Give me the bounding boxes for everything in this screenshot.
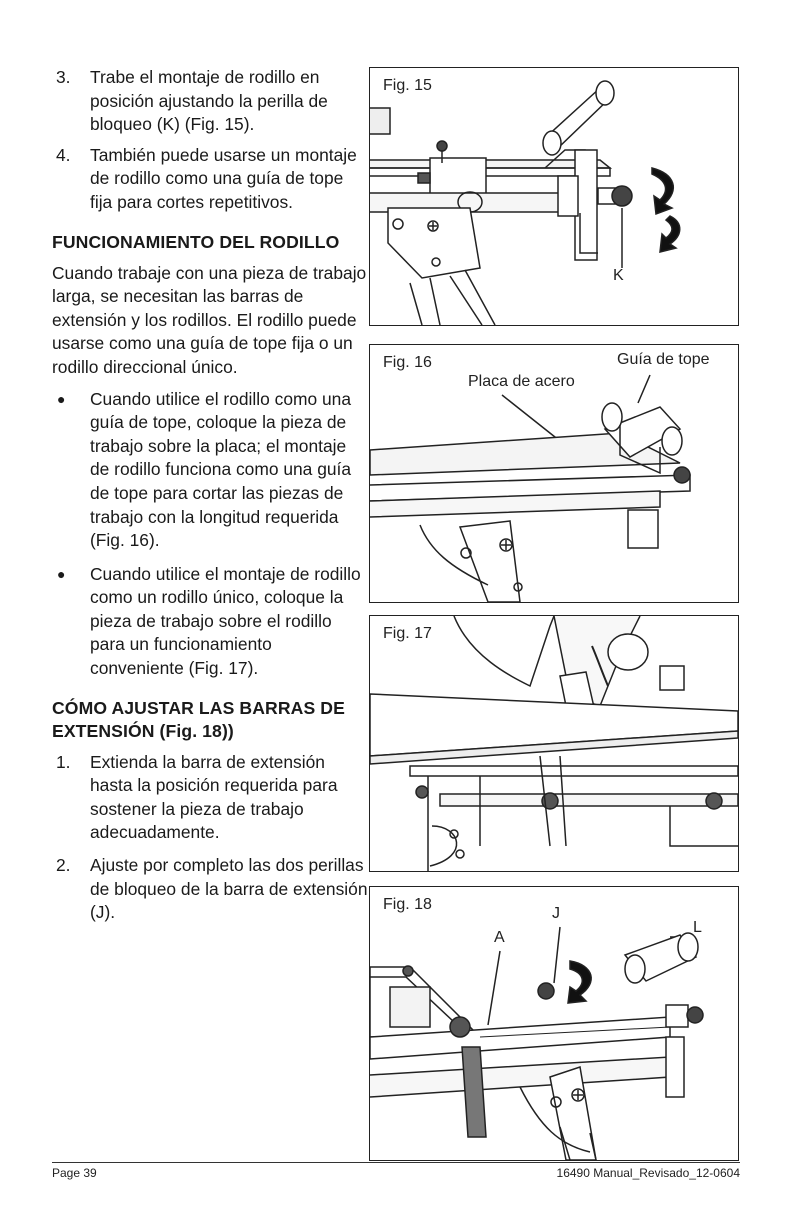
figure-16: [369, 344, 739, 603]
footer-rule: [52, 1162, 740, 1163]
fig-15-callout-k: K: [613, 267, 624, 284]
footer-page-number: Page 39: [52, 1166, 97, 1180]
fig-18-callout-j: J: [552, 905, 560, 922]
footer-document-id: 16490 Manual_Revisado_12-0604: [556, 1166, 740, 1180]
fig-18-illustration: [370, 887, 738, 1160]
fig-16-callout-guide: Guía de tope: [617, 351, 710, 368]
fig-16-callout-plate: Placa de acero: [468, 373, 575, 390]
adjust-step-1-number: 1.: [56, 751, 71, 772]
adjust-step-2-text: Ajuste por completo las dos perillas de bloqueo de la barra de extensión (J).: [90, 855, 368, 923]
figure-18: [369, 886, 739, 1161]
figure-17: [369, 615, 739, 872]
heading-roller-operation: FUNCIONAMIENTO DEL RODILLO: [52, 231, 340, 252]
step-3: [52, 66, 370, 137]
step-3-text: Trabe el montaje de rodillo en posición ajustando la perilla de bloqueo (K) (Fig. 15).: [90, 67, 328, 135]
fig-15-illustration: [370, 68, 738, 325]
adjust-step-1-text: Extienda la barra de extensión hasta la posición requerida para sostener la pieza de trabajo adecuadamente.: [90, 751, 338, 843]
bullet-1: [52, 388, 370, 553]
fig-17-illustration: [370, 616, 738, 871]
fig-16-label: Fig. 16: [383, 354, 432, 371]
bullet-dot-icon: ●: [57, 565, 66, 582]
adjust-step-2: [52, 854, 370, 925]
roller-intro-paragraph: Cuando trabaje con una pieza de trabajo larga, se necesitan las barras de extensión y los rodillos. El rodillo puede usarse como una guía de tope fija o un rodillo direccional único.: [52, 262, 367, 377]
fig-15-label: Fig. 15: [383, 77, 432, 94]
fig-17-label: Fig. 17: [383, 625, 432, 642]
adjust-step-2-number: 2.: [56, 855, 71, 876]
step-4-text: También puede usarse un montaje de rodillo como una guía de tope fija para cortes repetitivos.: [90, 144, 357, 212]
bullet-dot-icon: ●: [57, 390, 66, 407]
adjust-step-1: [52, 751, 370, 845]
fig-18-label: Fig. 18: [383, 896, 432, 913]
fig-18-callout-l: L: [693, 919, 702, 936]
text-column: [52, 66, 370, 932]
step-4-number: 4.: [56, 144, 71, 165]
bullet-2: [52, 563, 370, 681]
bullet-2-text: Cuando utilice el montaje de rodillo como un rodillo único, coloque la pieza de trabajo sobre el rodillo para un funcionamiento conveniente (Fig. 17).: [90, 563, 361, 679]
bullet-1-text: Cuando utilice el rodillo como una guía de tope, coloque la pieza de trabajo sobre la placa; el montaje de rodillo funciona como una guía de tope para cortar las piezas de trabajo con la longitud requerida (Fig. 16).: [90, 388, 352, 551]
step-3-number: 3.: [56, 67, 71, 87]
heading-adjust-extension-bars: CÓMO AJUSTAR LAS BARRAS DE EXTENSIÓN (Fig. 18)): [52, 697, 345, 741]
figure-15: [369, 67, 739, 326]
fig-18-callout-a: A: [494, 929, 505, 946]
step-4: [52, 144, 370, 215]
